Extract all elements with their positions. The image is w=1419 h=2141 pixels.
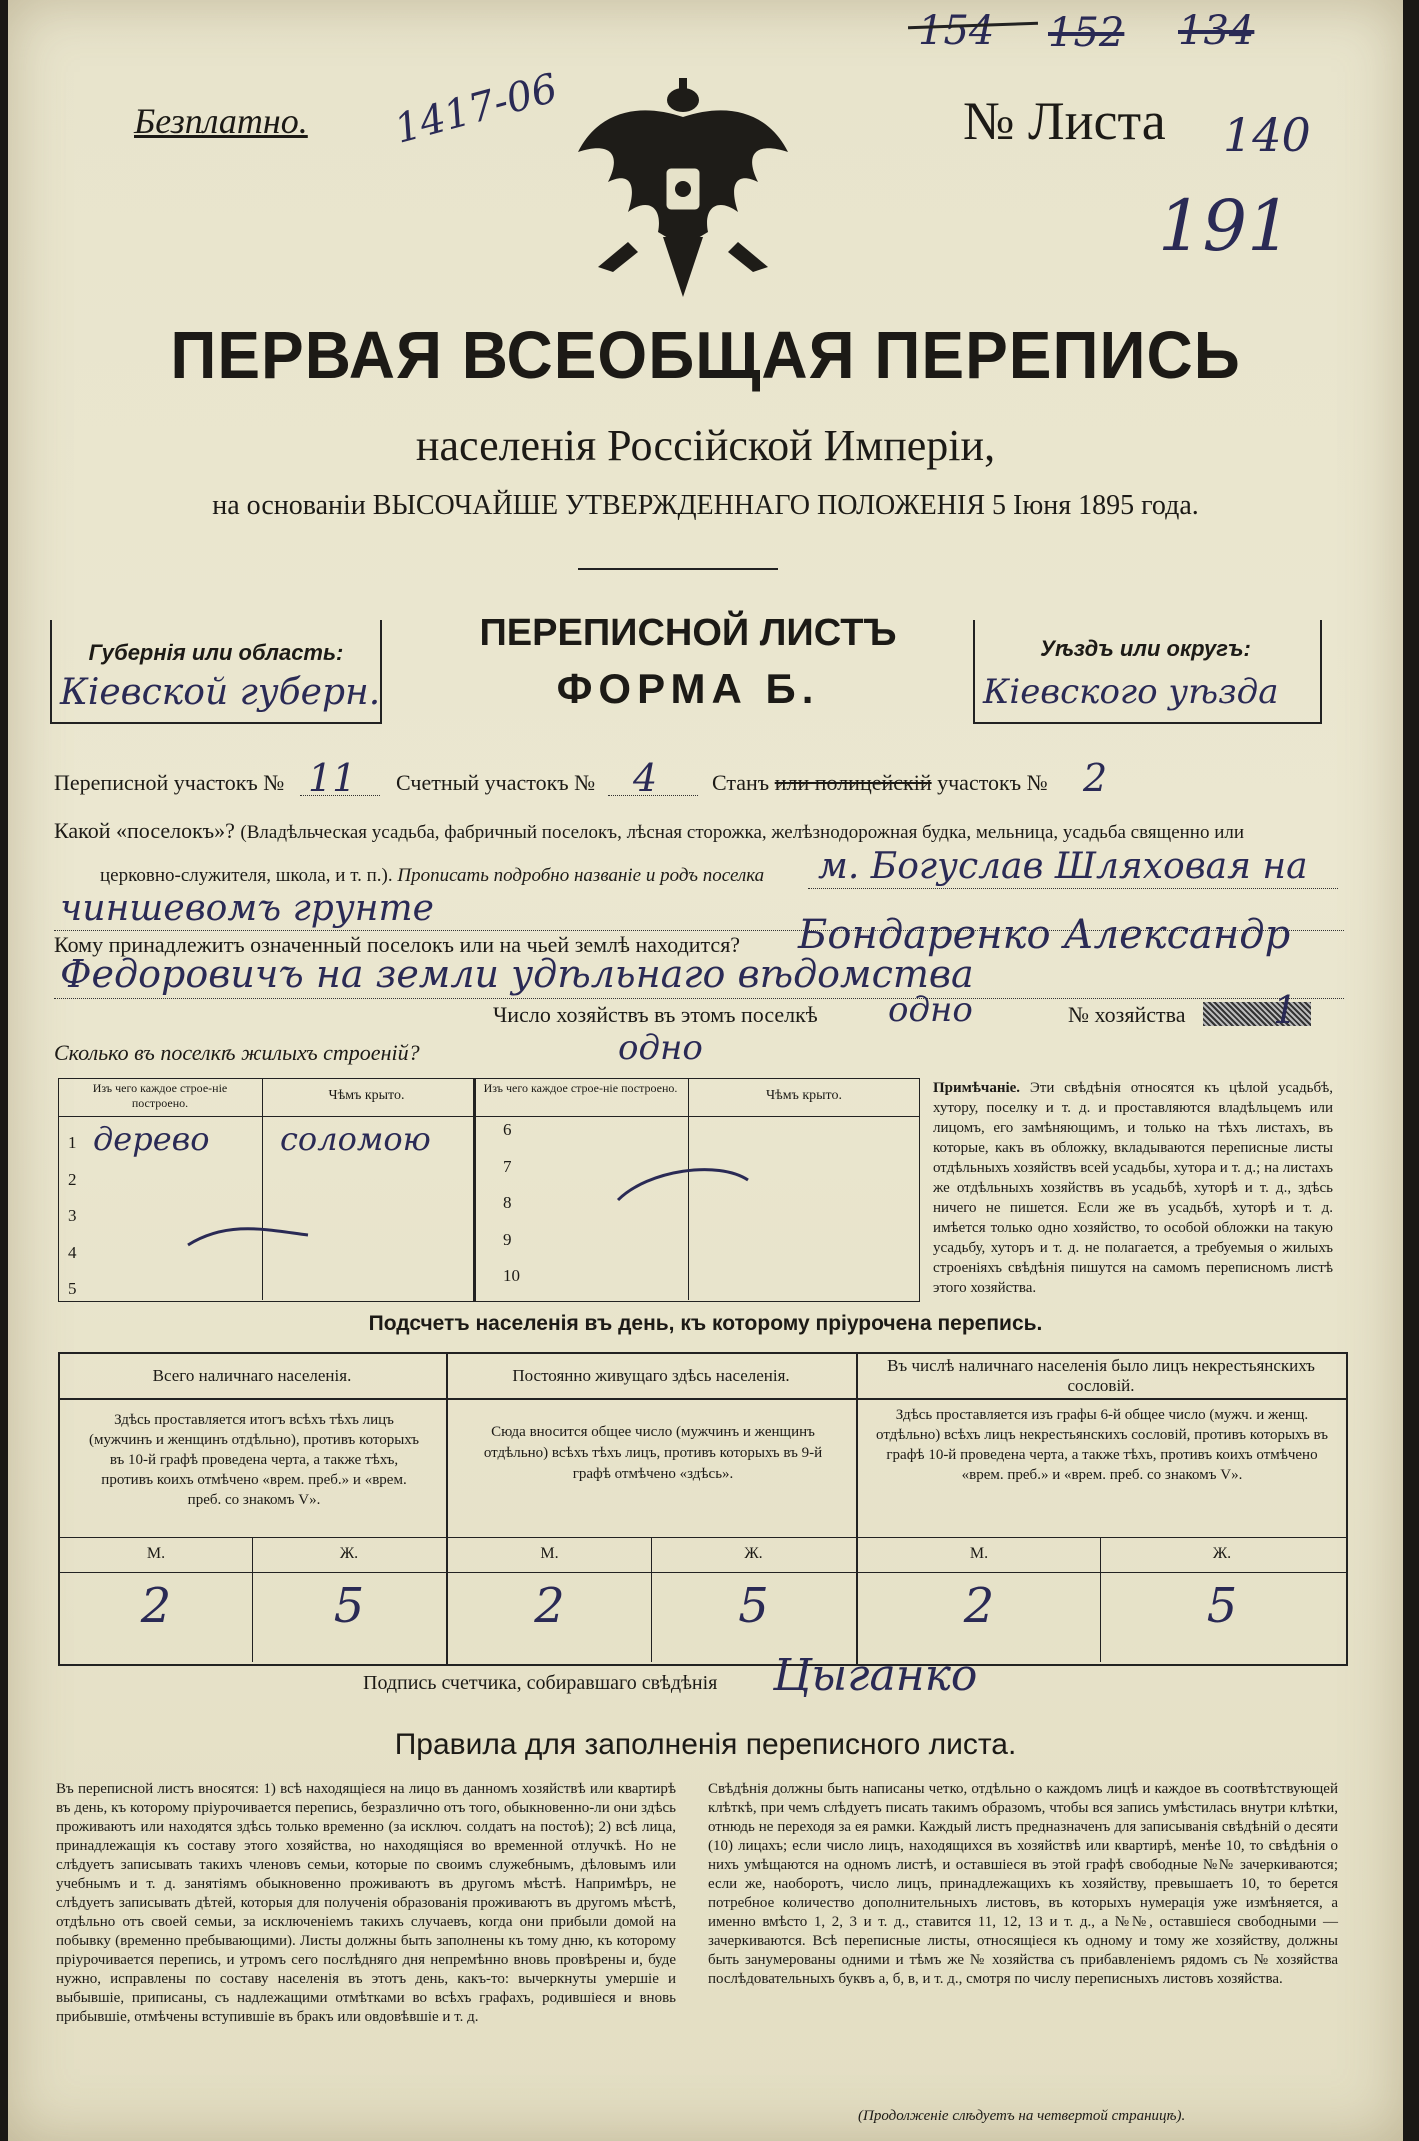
f-label: Ж. <box>339 1545 359 1562</box>
sheet-number-crossed-3: 134 <box>1178 8 1255 54</box>
f-label: Ж. <box>744 1545 763 1562</box>
rules-continued: (Продолженіе слѣдуетъ на четвертой страницѣ). <box>858 2108 1186 2124</box>
row-number: 10 <box>503 1266 520 1285</box>
form-code: ФОРМА Б. <box>556 665 820 712</box>
row1-material: дерево <box>93 1120 210 1158</box>
household-no-value: 1 <box>1273 988 1298 1032</box>
household-no-label: № хозяйства <box>1068 1002 1186 1027</box>
col-roof-header: Чѣмъ крыто. <box>328 1088 405 1103</box>
row-number: 1 <box>68 1133 77 1152</box>
count-col2-title: Постоянно живущаго здѣсь населенія. <box>512 1366 790 1385</box>
note <box>933 1078 1333 1298</box>
count-col1-text: Здѣсь проставляется итогъ всѣхъ тѣхъ лицъ (мужчинъ и женщинъ отдѣльно), противъ которыхъ въ 10-й графѣ проведена черта, а также тѣхъ, противъ коихъ отмѣчено «врем. преб.» и «врем. преб. со знакомъ V». <box>89 1412 419 1508</box>
row-number: 9 <box>503 1229 512 1249</box>
row1-roof: соломою <box>280 1120 431 1158</box>
census-district-value: 11 <box>308 756 357 800</box>
note-text: Эти свѣдѣнія относятся къ цѣлой усадьбѣ, хутору, поселку и т. д. и проставляются владѣльцемъ или лицомъ, его замѣняющимъ, и только на тѣхъ листахъ, въ которые, какъ въ обложку, вкладываются переписные листы отдѣльныхъ хозяйствъ всей усадьбы, хутора и т. д.; на листахъ же отдѣльныхъ хозяйствъ въ усадьбѣ, хуторѣ и т. д., здѣсь ничего не пишется. Если же въ усадьбѣ, хуторѣ и т. д. имѣется только одно хозяйство, то особой обложки на такую усадьбу, хуторъ и т. д. не полагается, а требуемыя о жилыхъ строеніяхъ свѣдѣнія пишутся на самомъ переписномъ листѣ этого хозяйства. <box>933 1080 1334 1296</box>
row-number: 5 <box>68 1279 77 1298</box>
subtitle: населенія Россійской Имперіи, <box>415 421 996 470</box>
sheet-number-label: № Листа <box>963 91 1166 151</box>
households-value: одно <box>888 990 973 1030</box>
count-col3-title: Въ числѣ наличнаго населенія было лицъ некрестьянскихъ сословій. <box>887 1356 1315 1395</box>
imperial-eagle-emblem <box>568 72 798 302</box>
row-number: 2 <box>68 1169 77 1189</box>
f-label: Ж. <box>1212 1545 1232 1562</box>
legal-basis: на основаніи ВЫСОЧАЙШЕ УТВЕРЖДЕННАГО ПОЛОЖЕНІЯ 5 Іюня 1895 года. <box>212 490 1199 521</box>
m-label: М. <box>540 1545 559 1562</box>
owner-label: Кому принадлежитъ означенный поселокъ или на чьей землѣ находится? <box>54 932 741 957</box>
count-resident-f: 5 <box>738 1578 769 1634</box>
row-number: 7 <box>503 1156 512 1176</box>
buildings-label: Сколько въ поселкѣ жилыхъ строеній? <box>54 1040 420 1065</box>
row-number: 4 <box>68 1242 77 1262</box>
count-col2-text: Сюда вносится общее число (мужчинъ и женщинъ отдѣльно) всѣхъ тѣхъ лицъ, противъ которыхъ въ 9-й графѣ отмѣчено «здѣсь». <box>483 1424 823 1482</box>
settlement-hint2: церковно-служителя, школа, и т. п.). <box>100 865 393 886</box>
col-roof-header-2: Чѣмъ крыто. <box>766 1088 842 1103</box>
settlement-value-1: м. Богуслав Шляховая на <box>818 846 1308 887</box>
stan-label: Станъ <box>712 770 770 795</box>
count-district-label: Счетный участокъ № <box>396 770 596 795</box>
note-title: Примѣчаніе. <box>933 1080 1021 1096</box>
stan-tail: участокъ № <box>937 770 1048 795</box>
sheet-number-current: 191 <box>1158 185 1292 267</box>
col-material-header-2: Изъ чего каждое строе-ніе построено. <box>483 1081 678 1095</box>
form-name: ПЕРЕПИСНОЙ ЛИСТЪ <box>479 612 897 654</box>
col-material-header: Изъ чего каждое строе-ніе построено. <box>92 1081 228 1110</box>
count-total-m: 2 <box>140 1578 172 1634</box>
settlement-instruction: Прописать подробно названіе и родъ поселка <box>397 865 765 886</box>
census-sheet <box>8 0 1403 2141</box>
census-district-label: Переписной участокъ № <box>54 770 285 795</box>
sheet-number-crossed-2: 152 <box>1048 10 1125 56</box>
stan-value: 2 <box>1083 756 1108 800</box>
settlement-label: Какой «поселокъ»? <box>54 818 235 843</box>
count-heading: Подсчетъ населенія въ день, къ которому пріурочена перепись. <box>368 1312 1043 1335</box>
rules-left: Въ переписной листъ вносятся: 1) всѣ находящіеся на лицо въ данномъ хозяйствѣ или квартирѣ въ день, къ которому пріурочивается перепись, безразлично отъ того, обыкновенно-ли они здѣсь проживаютъ или находятся здѣсь только временно (за исключ. солдатъ на постоѣ); 2) всѣ лица, принадлежащія къ составу этого хозяйства, но находящіяся во временной отлучкѣ. Но не слѣдуетъ записывать такихъ членовъ семьи, которые по своимъ служебнымъ, дѣловымъ или учебнымъ и т. д. занятіямъ обыкновенно проживаютъ въ другомъ мѣстѣ. Напримѣръ, не слѣдуетъ записывать дѣтей, которыя для полученія образованія проживаютъ въ другомъ мѣстѣ, отдѣльно отъ своей семьи, за исключеніемъ такихъ случаевъ, когда они прибыли домой на побывку (временно пребывающими). Листы должны быть заполнены къ тому дню, къ которому пріурочивается перепись, и утромъ сего послѣдняго дня непремѣнно вновь провѣрены и, буде нужно, исправлены по составу населенія въ этотъ день, какъ-то: вычеркнуты умершіе и выбывшіе, приписаны, съ надлежащими отмѣтками во всѣхъ графахъ, родившіеся и вновь прибывшіе, отмѣчены вступившіе въ бракъ или овдовѣвшіе и т. д. <box>56 1781 676 2025</box>
rules-right: Свѣдѣнія должны быть написаны четко, отдѣльно о каждомъ лицѣ и каждое въ соотвѣтствующей клѣткѣ, при чемъ слѣдуетъ писать такимъ образомъ, чтобы вся запись умѣстилась внутри клѣтки, отнюдь не переходя за ея рамки. Каждый листъ предназначенъ для записыванія свѣдѣній о десяти (10) лицахъ; если число лицъ, находящихся въ хозяйствѣ или квартирѣ, менѣе 10, то свѣдѣнія о нихъ умѣщаются на одномъ листѣ, и оставшіеся въ этой графѣ свободные №№ зачеркиваются; если же, наоборотъ, число лицъ, принадлежащихъ къ хозяйству, превышаетъ 10, то берется потребное количество дополнительныхъ листовъ, въ которыхъ нумерація уже измѣняется, а именно вмѣсто 1, 2, 3 и т. д., ставится 11, 12, 13 и т. д., а №№, оставшіеся свободными — зачеркиваются. Всѣ переписные листы, относящіеся къ одному и тому же хозяйству, должны быть занумерованы одними и тѣмъ же № хозяйства съ прибавленіемъ рядомъ съ № хозяйства послѣдовательныхъ буквъ а, б, в, и т. д., смотря по числу переписныхъ листовъ хозяйства. <box>708 1781 1338 1987</box>
owner-value-2: Федоровичъ на земли удѣльнаго вѣдомства <box>60 952 974 996</box>
signature-value: Цыганко <box>773 1650 978 1701</box>
buildings-value: одно <box>618 1028 703 1068</box>
rows-left <box>68 1125 77 1308</box>
sheet-number-crossed-1: 154 <box>918 8 995 54</box>
owner-value-1: Бондаренко Александр <box>798 912 1291 958</box>
m-label: М. <box>146 1545 166 1562</box>
m-label: М. <box>969 1545 989 1562</box>
households-label: Число хозяйствъ въ этомъ поселкѣ <box>493 1002 818 1027</box>
settlement-hint: (Владѣльческая усадьба, фабричный поселокъ, лѣсная сторожка, желѣзнодорожная будка, мельница, усадьба священно или <box>240 822 1245 843</box>
uezd-label: Уѣздъ или округъ: <box>1040 636 1251 661</box>
row-number: 6 <box>503 1120 512 1139</box>
row-number: 3 <box>68 1206 77 1225</box>
count-nonpeasant-m: 2 <box>963 1578 995 1634</box>
count-col3-text: Здѣсь проставляется изъ графы 6-й общее число (мужч. и женщ. отдѣльно) всѣхъ лицъ некрестьянскихъ сословій, противъ которыхъ въ графѣ 10-й проведена черта, а также тѣхъ, противъ коихъ отмѣчено «врем. преб.» и «врем. преб. со знакомъ V». <box>876 1407 1328 1483</box>
stan-struck: или полицейскій <box>774 770 932 795</box>
count-nonpeasant-f: 5 <box>1206 1578 1238 1634</box>
uezd-value: Кіевского уѣзда <box>983 672 1279 712</box>
count-col1-title: Всего наличнаго населенія. <box>152 1366 352 1385</box>
count-district-value: 4 <box>633 756 658 800</box>
count-resident-m: 2 <box>534 1578 565 1634</box>
sheet-number-value: 140 <box>1223 108 1311 162</box>
free-label: Безплатно. <box>134 101 308 141</box>
main-title: ПЕРВАЯ ВСЕОБЩАЯ ПЕРЕПИСЬ <box>170 317 1241 393</box>
row-number: 8 <box>503 1193 512 1212</box>
divider <box>578 568 778 570</box>
gubernia-value: Кіевской губерн. <box>60 672 381 713</box>
strike-through-marks <box>158 1140 778 1270</box>
handwritten-code: 1417-06 <box>389 65 563 153</box>
signature-label: Подпись счетчика, собиравшаго свѣдѣнія <box>363 1672 718 1694</box>
settlement-value-2: чиншевомъ грунте <box>60 888 434 929</box>
gubernia-label: Губернія или область: <box>88 640 344 665</box>
rules-heading: Правила для заполненія переписного листа. <box>394 1728 1017 1761</box>
count-total-f: 5 <box>333 1578 365 1634</box>
